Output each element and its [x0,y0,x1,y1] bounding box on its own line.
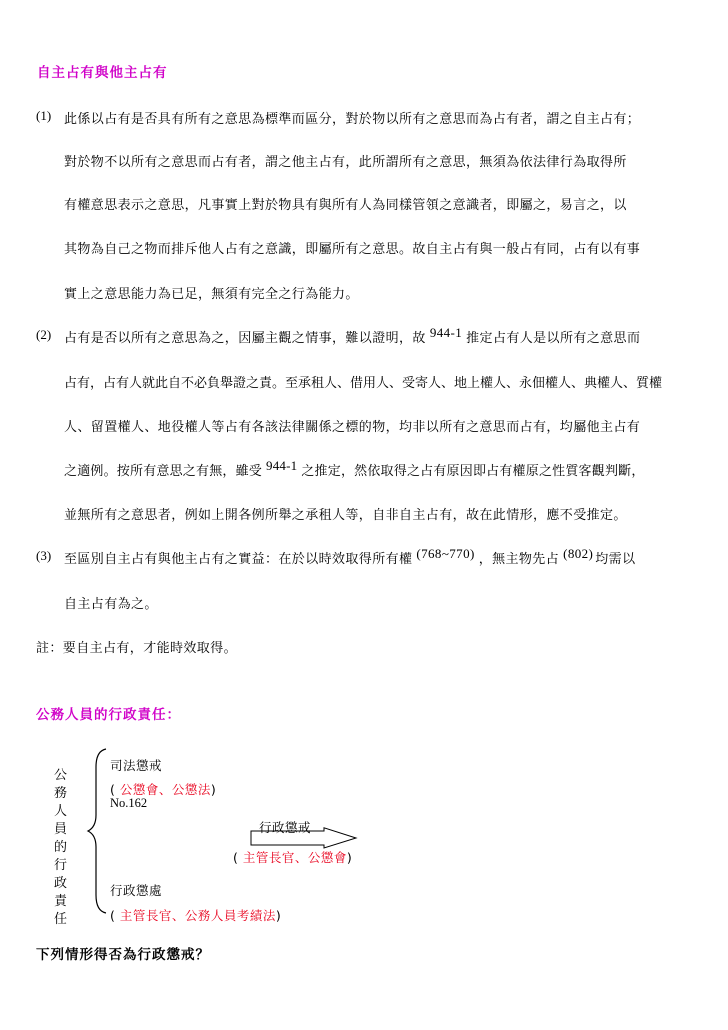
paren-open: ( [110,782,116,797]
section-title-administrative-liability: 公務人員的行政責任： [36,707,181,723]
paragraph-1-line-2: 對於物不以所有之意思而占有者，謂之他主占有，此所謂所有之意思，無須為依法律行為取得所 [64,155,627,170]
article-ref-802: (802) [563,546,594,561]
paragraph-3-line-1-text-c: 均需以 [595,552,636,567]
article-ref-944-1-second: 944-1 [266,458,298,473]
paragraph-2-line-2: 占有，占有人就此自不必負舉證之責。至承租人、借用人、受寄人、地上權人、永佃權人、典權人、質權 [64,376,663,391]
article-ref-944-1: 944-1 [429,325,463,340]
item-administrative-sanction-label: 行政懲處 [110,883,163,898]
interpretation-ref: No.162 [110,796,148,810]
paragraph-marker-2: (2) [36,327,52,342]
arrow-bodies-red: 主管長官、公懲會 [242,850,347,865]
paragraph-2-line-3: 人、留置權人、地役權人等占有各該法律關係之標的物，均非以所有之意思而占有，均屬他主占有 [64,420,641,435]
article-ref-768-770: (768~770) [416,546,475,561]
item-administrative-sanction-bodies [110,906,281,924]
paragraph-1-line-3: 有權意思表示之意思，凡事實上對於物具有與所有人為同樣管領之意識者，即屬之，易言之，以 [64,198,627,213]
paragraph-2-line-5: 並無所有之意思者，例如上開各例所舉之承租人等，自非自主占有，故在此情形，應不受推定。 [64,508,627,523]
paragraph-3-line-1 [64,548,635,567]
paragraph-3-line-1-text-a: 至區別自主占有與他主占有之實益：在於以時效取得所有權 [64,552,413,567]
section-title-possession: 自主占有與他主占有 [37,65,168,81]
paragraph-3-line-2: 自主占有為之。 [64,597,158,612]
paragraph-2-line-1 [64,327,640,346]
paragraph-3-line-1-text-b: ，無主物先占 [478,552,560,567]
note-text: 註：要自主占有，才能時效取得。 [36,641,238,656]
paragraph-2-line-1-text-b: 推定占有人是以所有之意思而 [466,331,641,346]
paren-close: ) [346,850,353,865]
judicial-discipline-bodies-red: 公懲會、公懲法 [119,782,211,797]
paragraph-2-line-4-text-b: 之推定，然依取得之占有原因即占有權原之性質客觀判斷， [301,464,645,479]
paragraph-marker-3: (3) [36,548,52,563]
diagram-vertical-label: 公務人員的行政責任 [54,768,68,927]
paren-open: ( [110,908,116,923]
administrative-sanction-bodies-red: 主管長官、公務人員考績法 [119,908,276,923]
arrow-bodies [233,848,352,866]
paragraph-2-line-1-text-a: 占有是否以所有之意思為之，因屬主觀之情事，難以證明，故 [64,331,426,346]
paragraph-1-line-1: 此係以占有是否具有所有之意思為標準而區分，對於物以所有之意思而為占有者，謂之自主占有； [64,112,641,127]
paragraph-1-line-5: 實上之意思能力為已足，無須有完全之行為能力。 [64,287,359,302]
paragraph-1-line-4: 其物為自己之物而排斥他人占有之意識，即屬所有之意思。故自主占有與一般占有同，占有以有事 [64,242,641,257]
paren-open: ( [233,850,239,865]
paren-close: ) [210,782,217,797]
paren-close: ) [275,908,282,923]
arrow-label-administrative-discipline: 行政懲戒 [259,820,312,835]
paragraph-marker-1: (1) [36,108,52,123]
question-heading: 下列情形得否為行政懲戒？ [36,947,210,963]
item-judicial-discipline-label: 司法懲戒 [110,758,163,773]
paragraph-2-line-4-text-a: 之適例。按所有意思之有無，雖受 [64,464,263,479]
paragraph-2-line-4 [64,460,645,479]
